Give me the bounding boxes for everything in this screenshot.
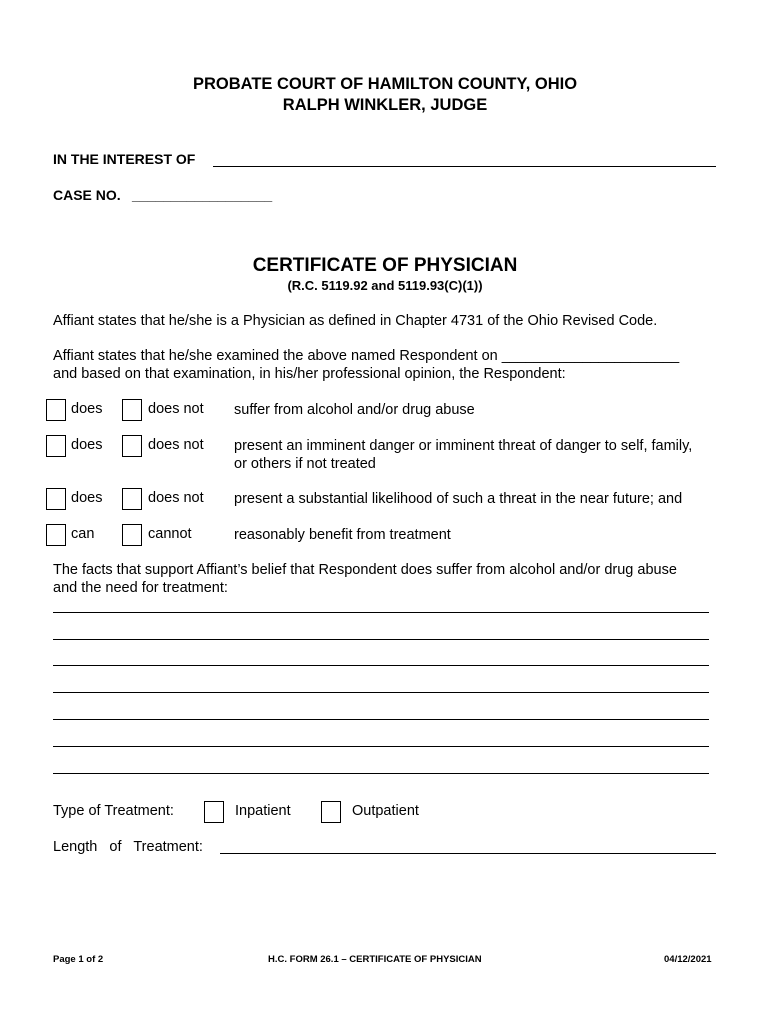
affiant-exam-statement-line1: Affiant states that he/she examined the above named Respondent on ______________________ [53, 348, 680, 364]
finding-4-statement: reasonably benefit from treatment [234, 527, 451, 543]
inpatient-label: Inpatient [235, 803, 291, 819]
facts-line[interactable] [53, 665, 709, 666]
finding-2-option-1-label: does [71, 437, 103, 453]
court-name: PROBATE COURT OF HAMILTON COUNTY, OHIO [192, 75, 578, 93]
finding-4-option-2-checkbox[interactable] [122, 524, 142, 546]
interest-label: IN THE INTEREST OF [53, 151, 196, 167]
form-revision-date: 04/12/2021 [664, 954, 712, 965]
finding-1-option-1-checkbox[interactable] [46, 399, 66, 421]
finding-4-option-1-label: can [71, 526, 95, 542]
facts-line[interactable] [53, 692, 709, 693]
case-number-label: CASE NO. [53, 187, 121, 203]
finding-1-option-2-label: does not [148, 401, 204, 417]
finding-1-option-1-label: does [71, 401, 103, 417]
facts-line[interactable] [53, 639, 709, 640]
finding-4-option-1-checkbox[interactable] [46, 524, 66, 546]
facts-statement-line1: The facts that support Affiant’s belief that Respondent does suffer from alcohol and/or drug abuse [53, 562, 677, 578]
treatment-length-label: Length of Treatment: [53, 839, 203, 855]
treatment-length-field[interactable] [220, 853, 716, 854]
affiant-physician-statement: Affiant states that he/she is a Physician as defined in Chapter 4731 of the Ohio Revised Code. [53, 313, 658, 329]
outpatient-checkbox[interactable] [321, 801, 341, 823]
facts-line[interactable] [53, 746, 709, 747]
finding-2-option-2-label: does not [148, 437, 204, 453]
interest-field[interactable] [213, 166, 716, 167]
outpatient-label: Outpatient [352, 803, 419, 819]
finding-2-statement-line2: or others if not treated [234, 456, 376, 472]
facts-line[interactable] [53, 773, 709, 774]
case-number-field[interactable]: __________________ [132, 187, 273, 203]
finding-2-option-1-checkbox[interactable] [46, 435, 66, 457]
finding-3-statement: present a substantial likelihood of such a threat in the near future; and [234, 491, 683, 507]
facts-statement-line2: and the need for treatment: [53, 580, 228, 596]
finding-1-statement: suffer from alcohol and/or drug abuse [234, 402, 475, 418]
facts-line[interactable] [53, 612, 709, 613]
finding-3-option-2-checkbox[interactable] [122, 488, 142, 510]
affiant-exam-statement-line2: and based on that examination, in his/her professional opinion, the Respondent: [53, 366, 566, 382]
finding-3-option-1-label: does [71, 490, 103, 506]
certificate-title: CERTIFICATE OF PHYSICIAN [252, 255, 518, 276]
finding-1-option-2-checkbox[interactable] [122, 399, 142, 421]
finding-4-option-2-label: cannot [148, 526, 192, 542]
judge-name: RALPH WINKLER, JUDGE [282, 96, 488, 114]
inpatient-checkbox[interactable] [204, 801, 224, 823]
finding-2-option-2-checkbox[interactable] [122, 435, 142, 457]
treatment-type-label: Type of Treatment: [53, 803, 174, 819]
finding-3-option-1-checkbox[interactable] [46, 488, 66, 510]
facts-line[interactable] [53, 719, 709, 720]
finding-2-statement-line1: present an imminent danger or imminent threat of danger to self, family, [234, 438, 693, 454]
page-number: Page 1 of 2 [53, 954, 104, 965]
finding-3-option-2-label: does not [148, 490, 204, 506]
certificate-statute: (R.C. 5119.92 and 5119.93(C)(1)) [287, 278, 483, 293]
form-identifier: H.C. FORM 26.1 – CERTIFICATE OF PHYSICIAN [268, 954, 482, 965]
